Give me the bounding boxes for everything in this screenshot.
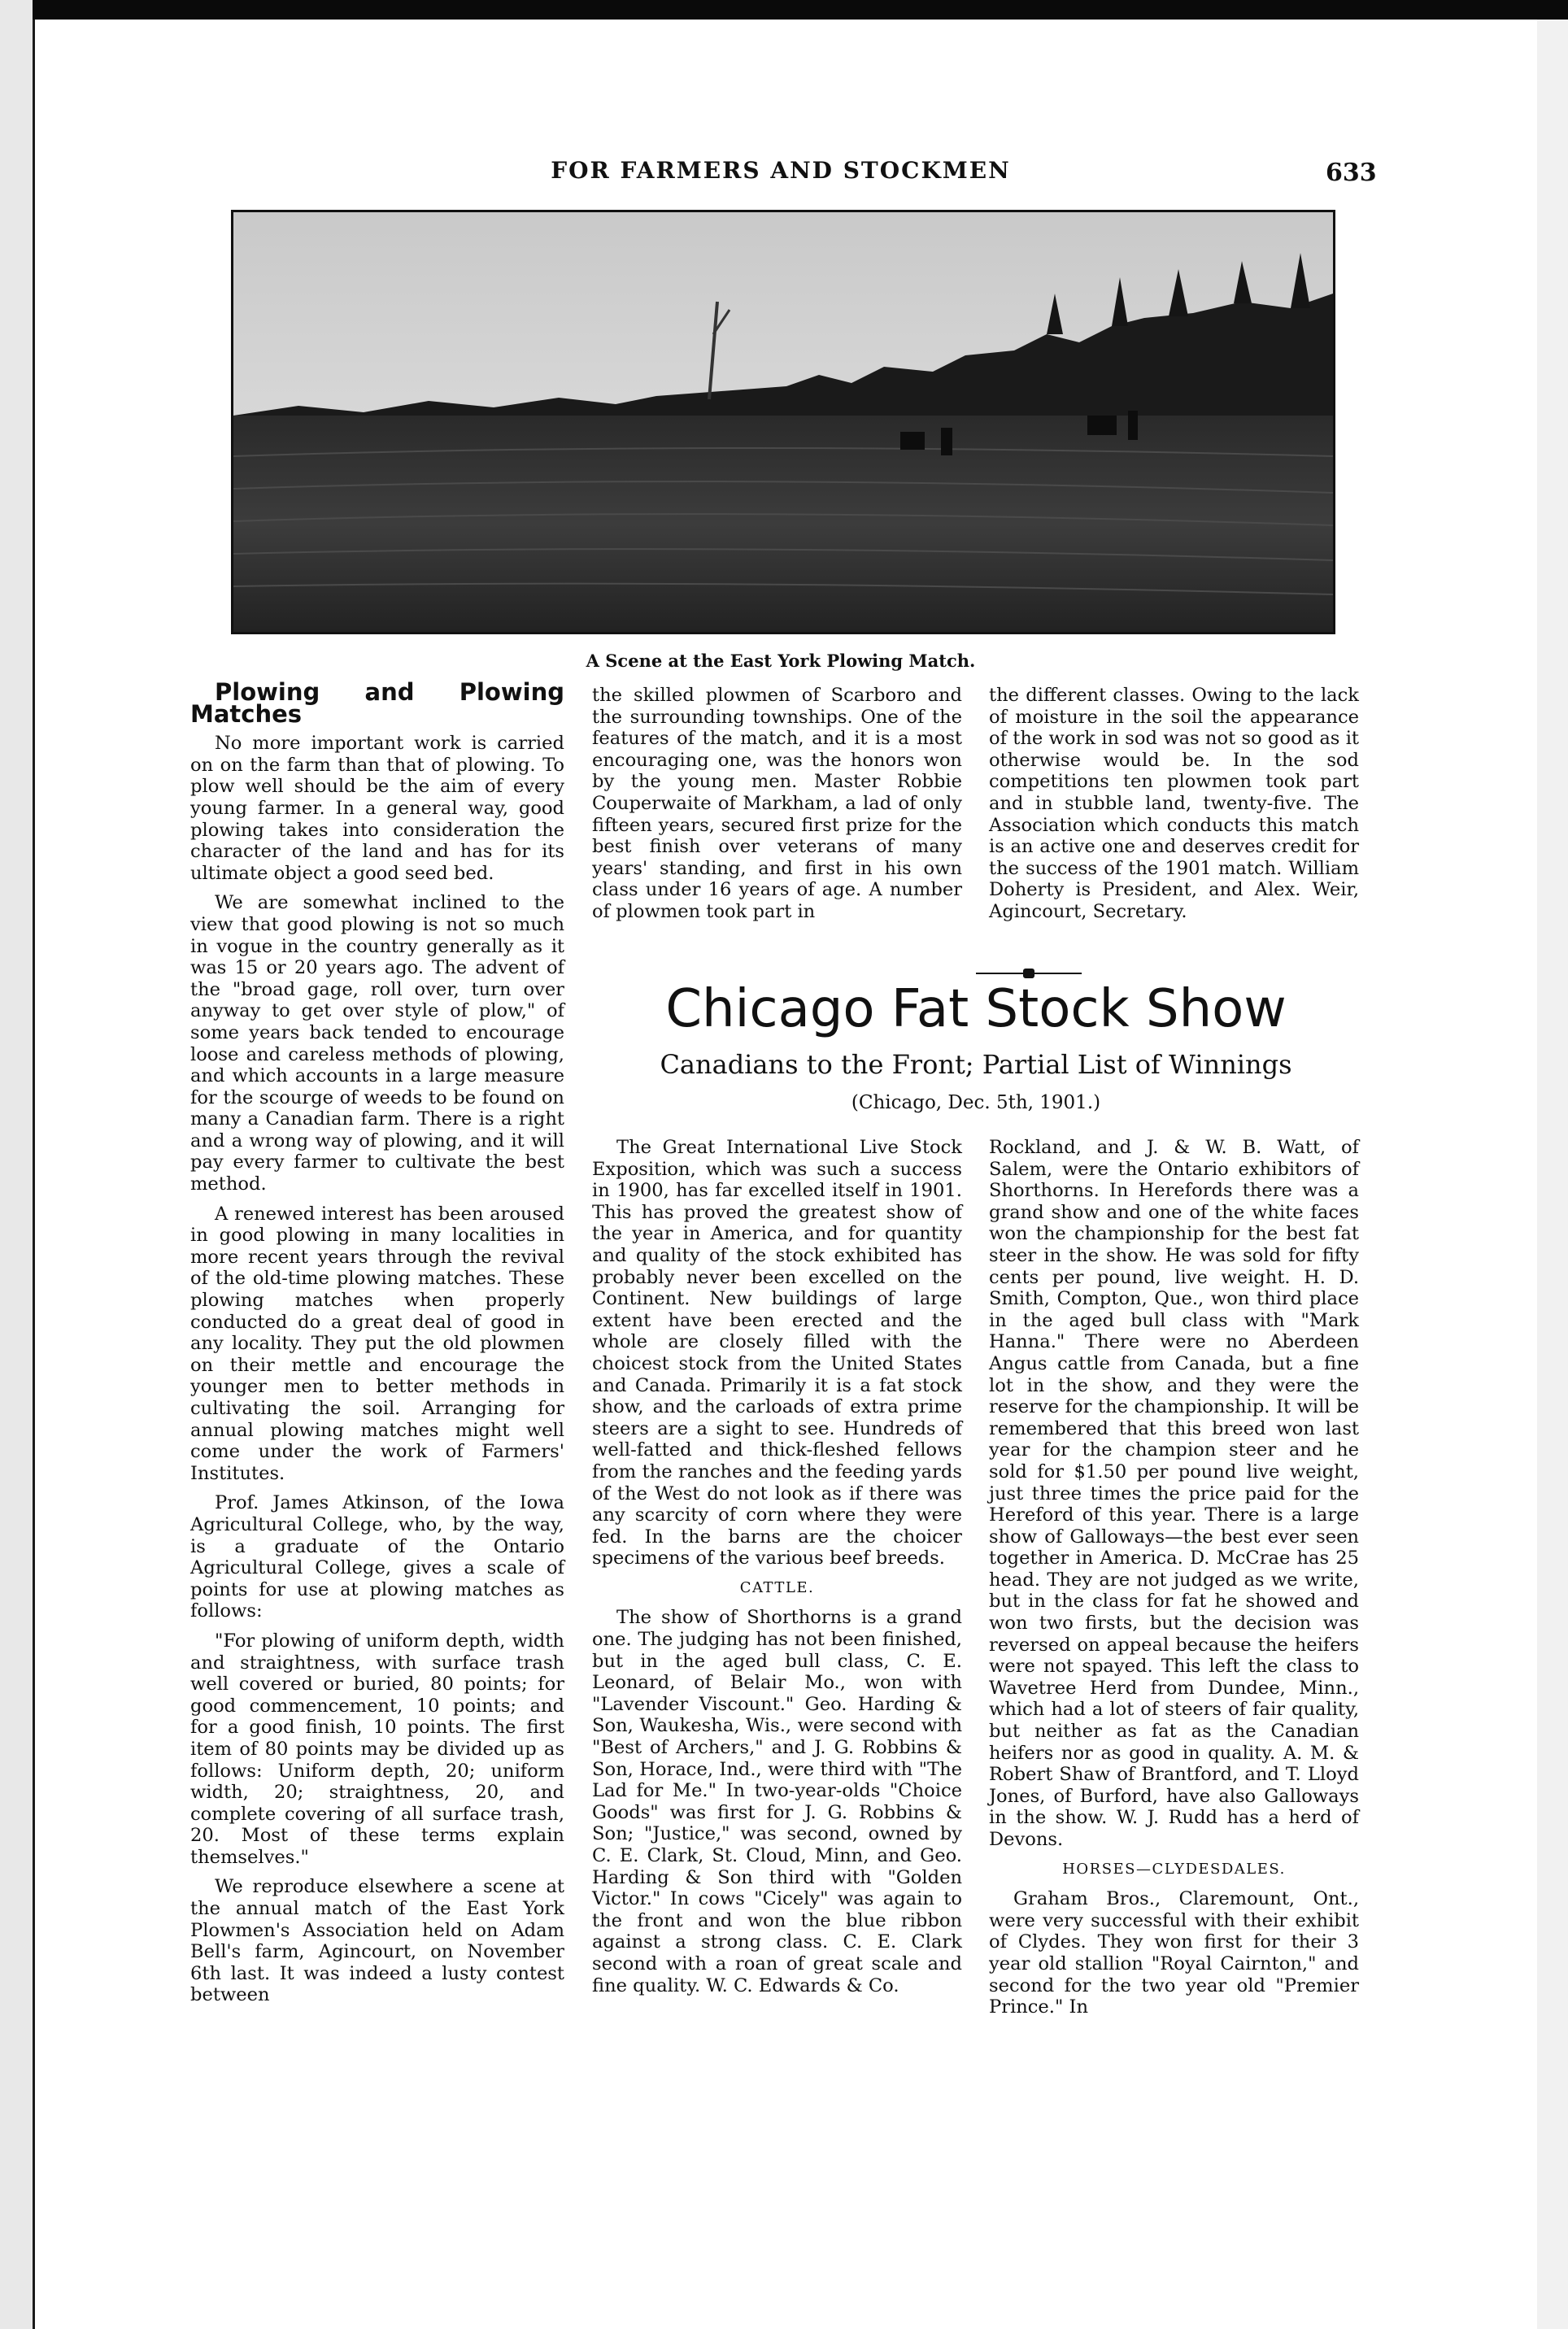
section-heading-horses: HORSES—CLYDESDALES. bbox=[1062, 1860, 1286, 1878]
paragraph: the skilled plowmen of Scarboro and the surrounding townships. One of the features of the match, and it is a most encouraging one, was the honors won by the young men. Master Robbie Couperwaite of Markham, a lad of only fifteen years, secured first prize for the best finish over veterans of many years' standing, and first in his own class under 16 years of age. A number of plowmen took part in bbox=[592, 685, 962, 922]
paragraph: A renewed interest has been aroused in good plowing in many localities in more recent years through the revival of the old-time plowing matches. These plowing matches when properly conducted do a great deal of good in any locality. They put the old plowmen on their mettle and encourage the younger men to better methods in cultivating the soil. Arranging for annual plowing matches might well come under the work of Farmers' Institutes. bbox=[190, 1203, 564, 1484]
running-head: FOR FARMERS AND STOCKMEN bbox=[551, 157, 1011, 184]
paragraph: We are somewhat inclined to the view that good plowing is not so much in vogue in the country generally as it was 15 or 20 years ago. The advent of the "broad gage, roll over, turn over anyway to get over style of plow," of some years back tended to encourage loose and careless methods of plowing, and which accounts in a large measure for the scourge of weeds to be found on many a Canadian farm. There is a right and a wrong way of plowing, and it will pay every farmer to cultivate the best method. bbox=[190, 892, 564, 1195]
photo-caption: A Scene at the East York Plowing Match. bbox=[586, 651, 976, 671]
paragraph: Prof. James Atkinson, of the Iowa Agricultural College, who, by the way, is a graduate of the Ontario Agricultural College, gives a scale of points for use at plowing matches as follows: bbox=[190, 1492, 564, 1622]
article-plowing-column-2 bbox=[592, 685, 962, 931]
article-stockshow-column-2 bbox=[989, 1137, 1359, 2026]
paragraph: The Great International Live Stock Exposition, which was such a success in 1900, has far excelled itself in 1901. This has proved the greatest show of the year in America, and for quantity and quality of the stock exhibited has probably never been excelled on the Continent. New buildings of large extent have been erected and the whole are closely filled with the choicest stock from the United States and Canada. Primarily it is a fat stock show, and the carloads of extra prime steers are a sight to see. Hundreds of well-fatted and thick-fleshed fellows from the ranches and the feeding yards of the West do not look as if there was any scarcity of corn where they were fed. In the barns are the choicer specimens of the various beef breeds. bbox=[592, 1137, 962, 1569]
section-heading-cattle: CATTLE. bbox=[739, 1578, 815, 1596]
article-plowing-column-3 bbox=[989, 685, 1359, 931]
paragraph: "For plowing of uniform depth, width and straightness, with surface trash well covered or buried, 80 points; for good commencement, 10 points; and for a good finish, 10 points. The first item of 80 points may be divided up as follows: Uniform depth, 20; uniform width, 20; straightness, 20, and complete covering of all surface trash, 20. Most of these terms explain themselves." bbox=[190, 1630, 564, 1868]
article-title: Chicago Fat Stock Show bbox=[665, 979, 1287, 1039]
paragraph: Rockland, and J. & W. B. Watt, of Salem, were the Ontario exhibitors of Shorthorns. In Herefords there was a grand show and one of the white faces won the championship for the best fat steer in the show. He was sold for fifty cents per pound, live weight. H. D. Smith, Compton, Que., won third place in the aged bull class with "Mark Hanna." There were no Aberdeen Angus cattle from Canada, but a fine lot in the show, and they were the reserve for the championship. It will be remembered that this breed won last year for the champion steer and he sold for $1.50 per pound live weight, just three times the price paid for the Hereford of this year. There is a large show of Galloways—the best ever seen together in America. D. McCrae has 25 head. They are not judged as we write, but in the class for fat he showed and won two firsts, but the decision was reversed on appeal because the heifers were not spayed. This left the class to Wavetree Herd from Dundee, Minn., which had a lot of steers of fair quality, but neither as fat as the Canadian heifers nor as good in quality. A. M. & Robert Shaw of Brantford, and T. Lloyd Jones, of Burford, have also Galloways in the show. W. J. Rudd has a herd of Devons. bbox=[989, 1137, 1359, 1850]
paragraph: The show of Shorthorns is a grand one. The judging has not been finished, but in the aged bull class, C. E. Leonard, of Belair Mo., won with "Lavender Viscount." Geo. Harding & Son, Waukesha, Wis., were second with "Best of Archers," and J. G. Robbins & Son, Horace, Ind., were third with "The Lad for Me." In two-year-olds "Choice Goods" was first for J. G. Robbins & Son; "Justice," was second, owned by C. E. Clark, St. Cloud, Minn, and Geo. Harding & Son third with "Golden Victor." In cows "Cicely" was again to the front and won the blue ribbon against a strong class. C. E. Clark second with a roan of great scale and fine quality. W. C. Edwards & Co. bbox=[592, 1607, 962, 1996]
plowing-match-photo bbox=[231, 210, 1335, 634]
article-subtitle: Canadians to the Front; Partial List of Winnings bbox=[660, 1049, 1292, 1080]
article-dateline: (Chicago, Dec. 5th, 1901.) bbox=[851, 1092, 1101, 1113]
article-stockshow-column-1 bbox=[592, 1137, 962, 2005]
page-left-edge bbox=[33, 20, 35, 2329]
scan-top-border bbox=[0, 0, 1568, 20]
paragraph: the different classes. Owing to the lack of moisture in the soil the appearance of the work in sod was not so good as it otherwise would be. In the sod competitions ten plowmen took part and in stubble land, twenty-five. The Association which conducts this match is an active one and deserves credit for the success of the 1901 match. William Doherty is President, and Alex. Weir, Agincourt, Secretary. bbox=[989, 685, 1359, 922]
scan-right-margin bbox=[1537, 20, 1568, 2329]
paragraph: Graham Bros., Claremount, Ont., were very successful with their exhibit of Clydes. They won first for their 3 year old stallion "Royal Cairnton," and second for the two year old "Premier Prince." In bbox=[989, 1888, 1359, 2018]
scan-left-margin bbox=[0, 0, 33, 2329]
page-number: 633 bbox=[1326, 159, 1377, 187]
article-heading: Plowing and Plowing Matches bbox=[190, 678, 564, 728]
paragraph: We reproduce elsewhere a scene at the annual match of the East York Plowmen's Association held on Adam Bell's farm, Agincourt, on November 6th last. It was indeed a lusty contest between bbox=[190, 1876, 564, 2006]
article-plowing-column-1 bbox=[190, 678, 564, 2014]
paragraph: No more important work is carried on on the farm than that of plowing. To plow well should be the aim of every young farmer. In a general way, good plowing takes into consideration the character of the land and has for its ultimate object a good seed bed. bbox=[190, 733, 564, 884]
